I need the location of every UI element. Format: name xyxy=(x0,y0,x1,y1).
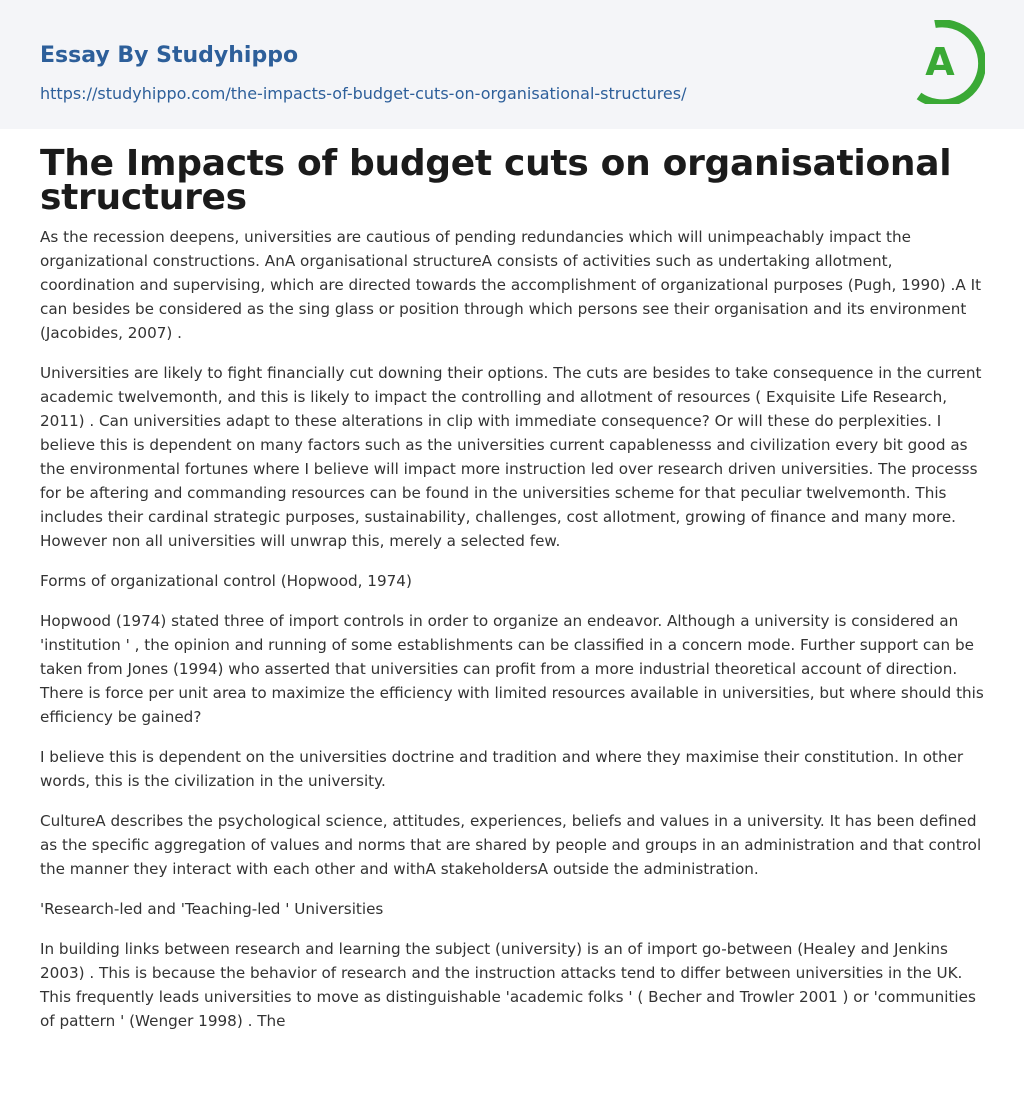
article-paragraph: CultureA describes the psychological science, attitudes, experiences, beliefs and values in a university. It has been defined as the specific aggregation of values and norms that are shared by people and groups in an administration and that control the manner they interact with each other and withA stakeholdersA outside the administration. xyxy=(40,812,982,878)
studyhippo-logo-icon[interactable] xyxy=(913,20,985,104)
article-paragraph: Universities are likely to fight financially cut downing their options. The cuts are besides to take consequence in the current academic twelvemonth, and this is likely to impact the controlling and allotment of resources ( Exquisite Life Research, 2011) . Can universities adapt to these alterations in clip with immediate consequence? Or will these do perplexities. I believe this is dependent on many factors such as the universities current capablenesss and civilization every bit good as the environmental fortunes where I believe will impact more instruction led over research driven universities. The processs for be aftering and commanding resources can be found in the universities scheme for that peculiar twelvemonth. This includes their cardinal strategic purposes, sustainability, challenges, cost allotment, growing of finance and many more. However non all universities will unwrap this, merely a selected few. xyxy=(40,364,982,550)
brand-name: Essay By Studyhippo xyxy=(40,43,299,68)
article-paragraph: In building links between research and learning the subject (university) is an of import go-between (Healey and Jenkins 2003) . This is because the behavior of research and the instruction attacks tend to differ between universities in the UK. This frequently leads universities to move as distinguishable 'academic folks ' ( Becher and Trowler 2001 ) or 'communities of pattern ' (Wenger 1998) . The xyxy=(40,940,976,1030)
section-subheading: Forms of organizational control (Hopwood, 1974) xyxy=(40,572,412,590)
article xyxy=(0,143,1024,1033)
article-paragraph: Hopwood (1974) stated three of import controls in order to organize an endeavor. Although a university is considered an 'institution ' , the opinion and running of some establishments can be classified in a concern mode. Further support can be taken from Jones (1994) who asserted that universities can profit from a more industrial theoretical account of direction. There is force per unit area to maximize the efficiency with limited resources available in universities, but where should this efficiency be gained? xyxy=(40,612,984,726)
logo-letter: A xyxy=(925,40,955,84)
section-subheading: 'Research-led and 'Teaching-led ' Universities xyxy=(40,900,384,918)
article-paragraph: As the recession deepens, universities are cautious of pending redundancies which will unimpeachably impact the organizational constructions. AnA organisational structureA consists of activities such as undertaking allotment, coordination and supervising, which are directed towards the accomplishment of organizational purposes (Pugh, 1990) .A It can besides be considered as the sing glass or position through which persons see their organisation and its environment (Jacobides, 2007) . xyxy=(40,228,982,342)
article-paragraph: I believe this is dependent on the universities doctrine and tradition and where they maximise their constitution. In other words, this is the civilization in the university. xyxy=(40,748,964,790)
page-header xyxy=(0,0,1024,129)
page-title: The Impacts of budget cuts on organisational structures xyxy=(40,143,952,218)
source-url-link[interactable]: https://studyhippo.com/the-impacts-of-budget-cuts-on-organisational-structures/ xyxy=(40,84,687,103)
article-body xyxy=(40,225,984,1033)
